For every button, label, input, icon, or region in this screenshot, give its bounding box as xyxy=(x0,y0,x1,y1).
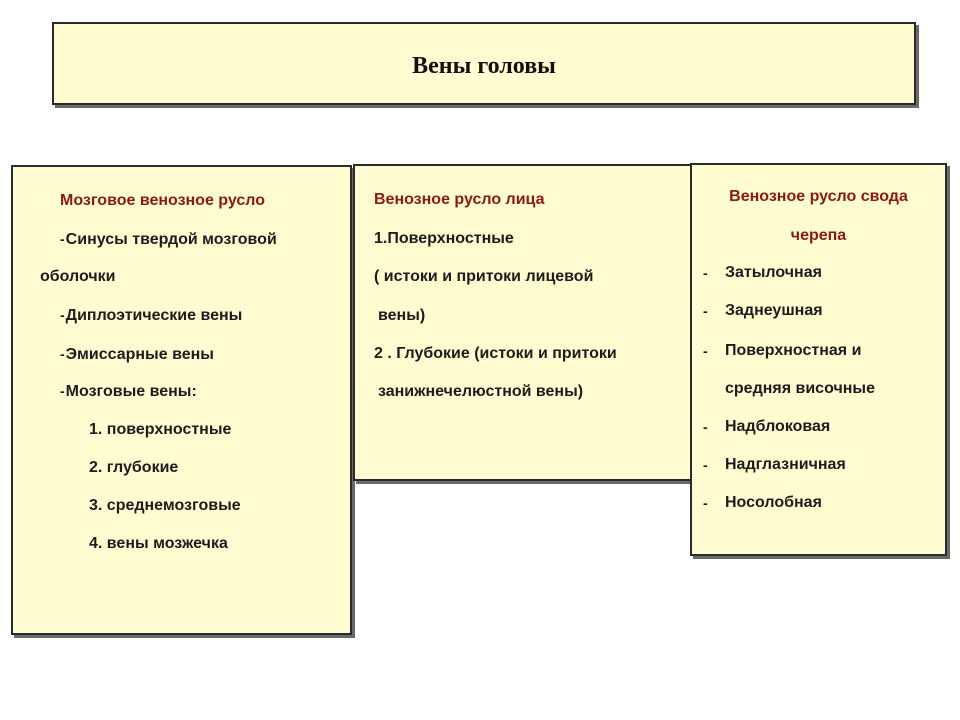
list-item: 4. вены мозжечка xyxy=(89,535,228,552)
list-item: -Эмиссарные вены xyxy=(60,346,214,363)
face-venous-header: Венозное русло лица xyxy=(374,191,545,208)
brain-venous-box xyxy=(11,165,352,635)
list-item: 1. поверхностные xyxy=(89,421,232,438)
list-item: - Надглазничная xyxy=(703,456,846,473)
list-item: - Заднеушная xyxy=(703,302,823,319)
list-item: - Надблоковая xyxy=(703,418,831,435)
list-item: 2. глубокие xyxy=(89,459,179,476)
vault-venous-header-line1: Венозное русло свода xyxy=(729,188,908,205)
list-item: ( истоки и притоки лицевой xyxy=(374,268,594,285)
diagram-title: Вены головы xyxy=(412,53,556,79)
brain-venous-header: Мозговое венозное русло xyxy=(60,192,265,209)
list-item: - Поверхностная и xyxy=(703,342,862,359)
list-item: - Носолобная xyxy=(703,494,822,511)
list-item: 2 . Глубокие (истоки и притоки xyxy=(374,345,617,362)
vault-venous-box xyxy=(690,163,947,556)
list-item: вены) xyxy=(378,307,426,324)
list-item: занижнечелюстной вены) xyxy=(378,383,584,400)
list-item: средняя височные xyxy=(725,380,875,397)
list-item: -Мозговые вены: xyxy=(60,383,197,400)
list-item: - Затылочная xyxy=(703,264,822,281)
list-item: 1.Поверхностные xyxy=(374,230,514,247)
list-item: 3. среднемозговые xyxy=(89,497,241,514)
list-item: -Синусы твердой мозговой xyxy=(60,231,277,248)
face-venous-box xyxy=(353,164,693,481)
title-box xyxy=(52,22,916,105)
vault-venous-header-line2: черепа xyxy=(790,227,847,244)
list-item: -Диплоэтические вены xyxy=(60,307,243,324)
list-item: оболочки xyxy=(40,268,116,285)
